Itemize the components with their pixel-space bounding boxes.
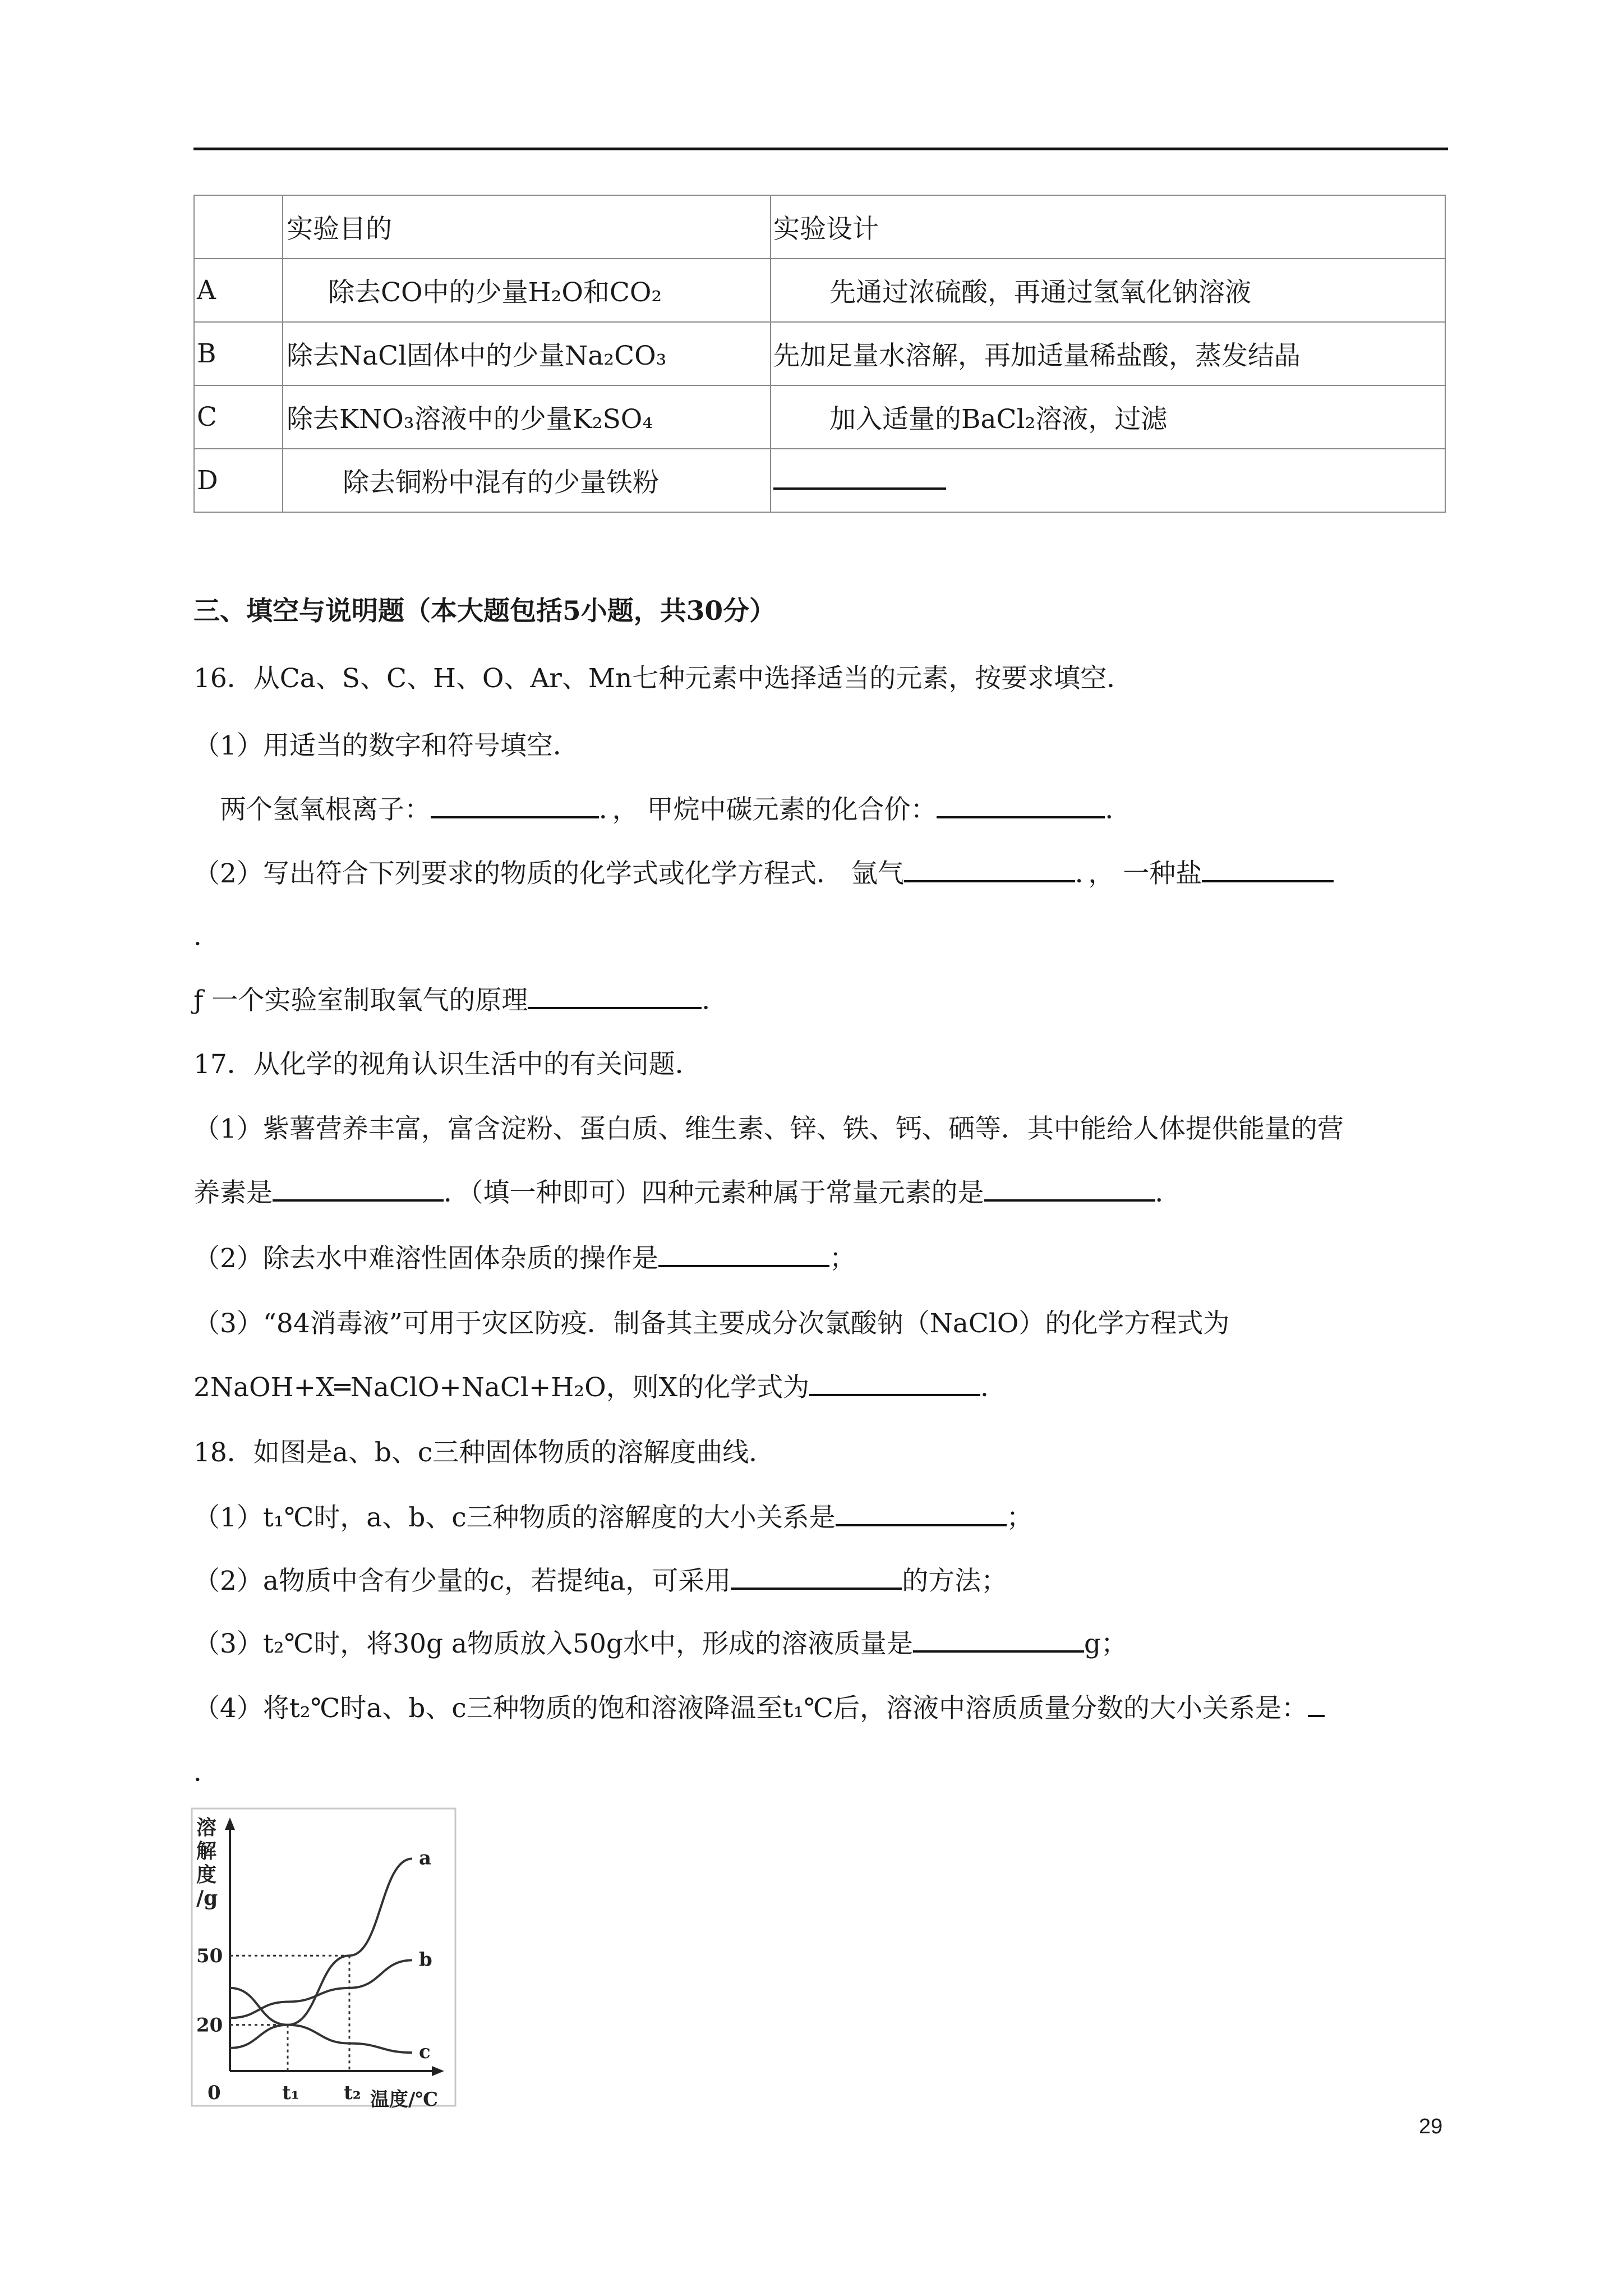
- row-design: 加入适量的BaCl₂溶液，过滤: [771, 385, 1445, 449]
- row-design: 先通过浓硫酸，再通过氢氧化钠溶液: [771, 259, 1445, 322]
- text: ．: [980, 1372, 1007, 1403]
- row-purpose: 除去铜粉中混有的少量铁粉: [283, 449, 771, 512]
- y-axis-label: /g: [196, 1887, 218, 1910]
- table-header-cell: 实验设计: [771, 195, 1445, 259]
- answer-blank[interactable]: [273, 1176, 444, 1202]
- answer-blank[interactable]: [904, 857, 1075, 882]
- x-axis-arrow: [432, 2066, 444, 2076]
- table-row: [194, 385, 1445, 449]
- series-a-line: [230, 1858, 412, 2048]
- text: 养素是: [193, 1177, 273, 1208]
- row-design-cell: [771, 449, 1445, 512]
- solubility-chart: [191, 1807, 460, 2110]
- row-purpose: 除去CO中的少量H₂O和CO₂: [283, 259, 771, 322]
- text: （2）除去水中难溶性固体杂质的操作是: [193, 1243, 658, 1274]
- row-label: C: [194, 385, 283, 449]
- text: ．: [702, 985, 728, 1016]
- q17-part3-eq: [193, 1370, 1007, 1405]
- row-label: A: [194, 259, 283, 322]
- q18-part3: [193, 1627, 1127, 1661]
- text: （4）将t₂℃时a、b、c三种物质的饱和溶液降温至t₁℃后，溶液中溶质质量分数的大小关系是：: [193, 1693, 1308, 1724]
- row-label: B: [194, 322, 283, 385]
- text: ；: [829, 1243, 856, 1274]
- table-header-cell: 实验目的: [283, 195, 771, 259]
- q18-part2: [193, 1564, 1007, 1598]
- q16-stem: 16．从Ca、S、C、H、O、Ar、Mn七种元素中选择适当的元素，按要求填空．: [193, 663, 1133, 694]
- q18-part1: [193, 1501, 1033, 1535]
- table-row: [194, 259, 1445, 322]
- text: g；: [1083, 1628, 1128, 1659]
- q18-part4-dot: ．: [193, 1757, 220, 1788]
- q18-stem: 18．如图是a、b、c三种固体物质的溶解度曲线．: [193, 1437, 776, 1468]
- answer-blank[interactable]: [984, 1176, 1155, 1202]
- answer-blank[interactable]: [1202, 857, 1334, 882]
- q16-part1-line: [220, 793, 1131, 827]
- text: ；: [1006, 1502, 1033, 1533]
- answer-blank[interactable]: [528, 983, 702, 1009]
- q17-stem: 17．从化学的视角认识生活中的有关问题．: [193, 1049, 702, 1080]
- y-axis-label: 解: [196, 1839, 217, 1863]
- series-a-label: a: [419, 1847, 432, 1870]
- answer-blank[interactable]: [431, 793, 599, 818]
- answer-blank[interactable]: [1308, 1691, 1325, 1717]
- text: ．（填一种即可）四种元素种属于常量元素的是: [444, 1177, 984, 1208]
- x-tick-label: t₂: [344, 2082, 361, 2104]
- text: 的方法；: [902, 1566, 1008, 1596]
- y-tick-label: 20: [196, 2014, 223, 2037]
- row-design: 先加足量水溶解，再加适量稀盐酸，蒸发结晶: [771, 322, 1445, 385]
- q18-part4: [193, 1691, 1325, 1726]
- x-axis-label: 温度/℃: [370, 2088, 439, 2110]
- answer-blank[interactable]: [836, 1501, 1007, 1526]
- series-b-line: [230, 1960, 412, 2018]
- section-title: 三、填空与说明题（本大题包括5小题，共30分）: [193, 596, 776, 627]
- x-tick-label: t₁: [282, 2082, 299, 2104]
- row-purpose: 除去KNO₃溶液中的少量K₂SO₄: [283, 385, 771, 449]
- y-tick-label: 50: [196, 1945, 223, 1968]
- q16-part1: （1）用适当的数字和符号填空．: [193, 730, 579, 761]
- text: ．， 一种盐: [1075, 858, 1202, 889]
- text: （2）a物质中含有少量的c，若提纯a，可采用: [193, 1566, 731, 1596]
- table-header-cell: [194, 195, 283, 259]
- q17-part1: （1）紫薯营养丰富，富含淀粉、蛋白质、维生素、锌、铁、钙、硒等．其中能给人体提供能量的营: [193, 1114, 1344, 1144]
- chart-frame: [192, 1809, 455, 2106]
- answer-blank[interactable]: [731, 1564, 902, 1590]
- y-axis-label: 度: [196, 1863, 217, 1887]
- answer-blank[interactable]: [773, 465, 946, 490]
- series-b-label: b: [419, 1948, 432, 1971]
- q16-part2: [193, 857, 1334, 891]
- text: ．， 甲烷中碳元素的化合价：: [599, 794, 937, 825]
- y-axis-arrow: [225, 1818, 235, 1830]
- text: 2NaOH+X═NaClO+NaCl+H₂O，则X的化学式为: [193, 1372, 810, 1403]
- table-row: [194, 449, 1445, 512]
- series-c-label: c: [419, 2041, 431, 2064]
- q16-part2-dot: ．: [193, 921, 220, 952]
- q17-part3: （3）“84消毒液”可用于灾区防疫．制备其主要成分次氯酸钠（NaClO）的化学方程式为: [193, 1308, 1230, 1339]
- page-number: 29: [1419, 2115, 1443, 2138]
- header-rule: [193, 148, 1448, 150]
- text: （3）t₂℃时，将30g a物质放入50g水中，形成的溶液质量是: [193, 1628, 913, 1659]
- row-label: D: [194, 449, 283, 512]
- chart-layer: [196, 1816, 444, 2110]
- experiment-table: [193, 195, 1446, 513]
- text: 两个氢氧根离子：: [220, 794, 431, 825]
- q17-part1-cont: [193, 1176, 1182, 1210]
- table-row: [194, 322, 1445, 385]
- y-axis-label: 溶: [196, 1816, 217, 1839]
- x-tick-label: 0: [208, 2082, 221, 2104]
- answer-blank[interactable]: [937, 793, 1105, 818]
- answer-blank[interactable]: [809, 1370, 980, 1396]
- table-header-row: [194, 195, 1445, 259]
- series-c-line: [230, 1988, 412, 2053]
- text: ƒ 一个实验室制取氧气的原理: [193, 985, 528, 1016]
- q16-part3: [193, 983, 728, 1018]
- text: ．: [1105, 794, 1132, 825]
- row-purpose: 除去NaCl固体中的少量Na₂CO₃: [283, 322, 771, 385]
- q17-part2: [193, 1241, 856, 1276]
- answer-blank[interactable]: [913, 1627, 1084, 1653]
- text: （2）写出符合下列要求的物质的化学式或化学方程式． 氩气: [193, 858, 904, 889]
- text: （1）t₁℃时，a、b、c三种物质的溶解度的大小关系是: [193, 1502, 836, 1533]
- text: ．: [1155, 1177, 1182, 1208]
- answer-blank[interactable]: [658, 1241, 829, 1267]
